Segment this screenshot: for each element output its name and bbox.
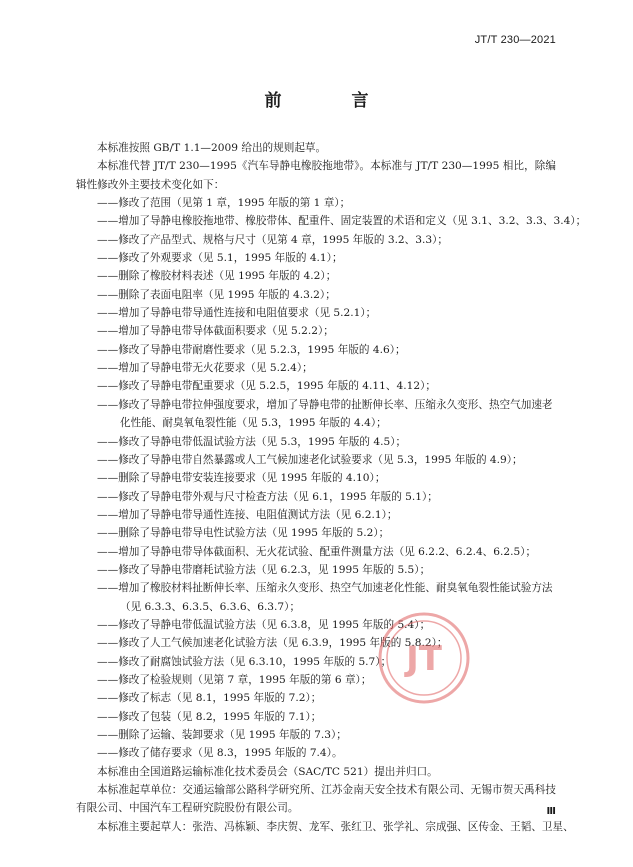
intro-paragraph: 本标准按照 GB/T 1.1—2009 给出的规则起草。: [97, 142, 327, 154]
change-item-continuation: 化性能、耐臭氧龟裂性能（见 5.3，1995 年版的 4.4）；: [120, 417, 387, 430]
foreword-body: [76, 139, 587, 836]
change-item: ——增加了导静电橡胶拖地带、橡胶带体、配重件、固定装置的术语和定义（见 3.1、3.2、3.3、3.4）；: [97, 215, 587, 228]
change-item: ——增加了导静电带导体截面积要求（见 5.2.2）；: [97, 325, 334, 338]
jt-watermark-stamp: [376, 610, 472, 706]
change-item: ——修改了导静电带自然暴露或人工气候加速老化试验要求（见 5.3，1995 年版的 4.9）；: [97, 453, 523, 466]
change-item: ——增加了导静电带无火花要求（见 5.2.4）；: [97, 362, 313, 375]
change-item: ——增加了导静电带导通性连接、电阻值测试方法（见 6.2.1）；: [97, 508, 398, 521]
change-item: ——修改了导静电带配重要求（见 5.2.5，1995 年版的 4.11、4.12）；: [97, 380, 436, 393]
change-item: ——修改了耐腐蚀试验方法（见 6.3.10，1995 年版的 5.7）；: [97, 655, 392, 668]
change-item: ——修改了导静电带低温试验方法（见 5.3，1995 年版的 4.5）；: [97, 435, 407, 448]
change-item: ——增加了导静电带导通性连接和电阻值要求（见 5.2.1）；: [97, 307, 377, 320]
standard-code: JT/T 230—2021: [474, 34, 556, 46]
section-title: 前 言: [264, 91, 401, 111]
change-item-continuation: （见 6.3.3、6.3.5、6.3.6、6.3.7）；: [120, 600, 301, 613]
change-item: ——修改了产品型式、规格与尺寸（见第 4 章，1995 年版的 3.2、3.3）；: [97, 233, 449, 246]
change-item: ——修改了导静电带耐磨性要求（见 5.2.3，1995 年版的 4.6）；: [97, 343, 406, 356]
stamp-text: JT: [406, 639, 442, 679]
change-item: ——删除了运输、装卸要求（见 1995 年版的 7.3）；: [97, 729, 347, 741]
change-item: ——修改了储存要求（见 8.3，1995 年版的 7.4）。: [97, 747, 343, 760]
change-item: ——修改了人工气候加速老化试验方法（见 6.3.9，1995 年版的 5.8.2）；: [97, 637, 448, 650]
change-item: ——修改了导静电带外观与尺寸检查方法（见 6.1，1995 年版的 5.1）；: [97, 490, 438, 503]
change-item: ——修改了检验规则（见第 7 章，1995 年版的第 6 章）；: [97, 673, 372, 686]
change-item: ——修改了包装（见 8.2，1995 年版的 7.1）；: [97, 710, 322, 723]
change-item: ——删除了橡胶材料表述（见 1995 年版的 4.2）；: [97, 270, 337, 283]
change-item: ——增加了导静电带导体截面积、无火花试验、配重件测量方法（见 6.2.2、6.2.4、6.2.5）；: [97, 545, 537, 558]
change-item: ——删除了表面电阻率（见 1995 年版的 4.3.2）；: [97, 288, 336, 301]
change-item: ——修改了导静电带磨耗试验方法（见 6.2.3，见 1995 年版的 5.5）；: [97, 563, 431, 576]
change-item: ——删除了导静电带安装连接要求（见 1995 年版的 4.10）；: [97, 472, 386, 485]
change-item: ——修改了标志（见 8.1，1995 年版的 7.2）；: [97, 692, 322, 705]
committee-paragraph: 本标准由全国道路运输标准化技术委员会（SAC/TC 521）提出并归口。: [97, 765, 438, 778]
change-item: ——修改了导静电带低温试验方法（见 6.3.8，见 1995 年版的 5.4）；: [97, 618, 431, 631]
change-item: ——删除了导静电带导电性试验方法（见 1995 年版的 5.2）；: [97, 527, 390, 540]
change-item: ——增加了橡胶材料扯断伸长率、压缩永久变形、热空气加速老化性能、耐臭氧龟裂性能试验方法: [97, 582, 553, 595]
drafting-units-paragraph: 本标准起草单位：交通运输部公路科学研究所、江苏金南天安全技术有限公司、无锡市贺天禹科技有限公司、中国汽车工程研究院股份有限公司。: [76, 784, 556, 815]
intro-paragraph: 本标准代替 JT/T 230—1995《汽车导静电橡胶拖地带》。本标准与 JT/T 230—1995 相比，除编辑性修改外主要技术变化如下：: [76, 160, 556, 191]
change-item: ——修改了外观要求（见 5.1，1995 年版的 4.1）；: [97, 252, 343, 265]
drafters-paragraph: 本标准主要起草人：张浩、冯栋颖、李庆贺、龙军、张红卫、张学礼、宗成强、区传金、王韬、卫星、: [97, 820, 574, 833]
change-item: ——修改了范围（见第 1 章，1995 年版的第 1 章）；: [97, 197, 351, 210]
change-item: ——修改了导静电带拉伸强度要求，增加了导静电带的扯断伸长率、压缩永久变形、热空气加速老: [97, 398, 553, 411]
page-number: Ⅲ: [546, 806, 556, 817]
